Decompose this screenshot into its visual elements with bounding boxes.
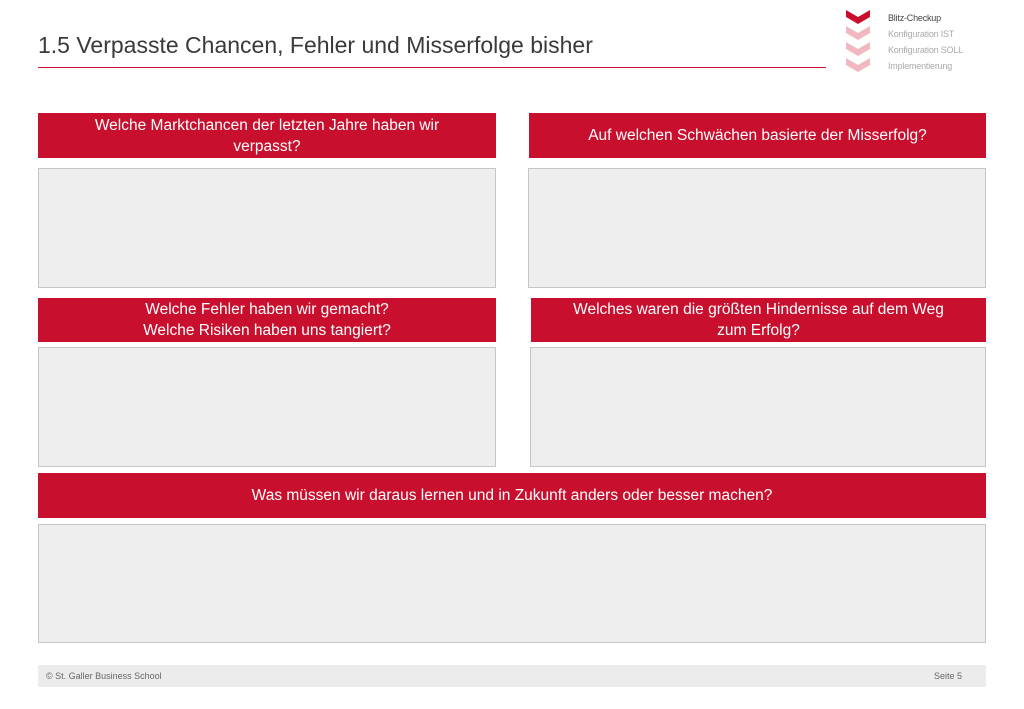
page-number: Seite 5 (933, 671, 962, 681)
question-header (531, 298, 986, 342)
question-header (38, 298, 496, 342)
nav-item-blitz-checkup[interactable]: Blitz-Checkup (888, 13, 941, 23)
progress-nav (844, 9, 1014, 77)
question-text: Welches waren die größten Hindernisse auf dem Weg zum Erfolg? (573, 301, 944, 339)
question-header (38, 473, 986, 518)
nav-item-konfiguration-soll[interactable]: Konfiguration SOLL (888, 45, 963, 55)
answer-box[interactable] (530, 347, 986, 467)
answer-box[interactable] (528, 168, 986, 288)
copyright-text: © St. Galler Business School (46, 671, 162, 681)
footer (38, 665, 986, 687)
chevron-down-icon (844, 25, 872, 41)
question-text: Auf welchen Schwächen basierte der Misserfolg? (588, 127, 927, 144)
title-underline (38, 67, 826, 68)
nav-item-konfiguration-ist[interactable]: Konfiguration IST (888, 29, 955, 39)
answer-box[interactable] (38, 524, 986, 643)
page-title: 1.5 Verpasste Chancen, Fehler und Misserfolge bisher (38, 32, 593, 58)
chevron-down-icon (844, 9, 872, 25)
question-header (38, 113, 496, 158)
nav-item-implementierung[interactable]: Implementierung (888, 61, 953, 71)
question-text: Welche Marktchancen der letzten Jahre haben wir verpasst? (94, 116, 440, 155)
question-text: Was müssen wir daraus lernen und in Zukunft anders oder besser machen? (251, 487, 773, 504)
question-header (529, 113, 986, 158)
question-text: Welche Fehler haben wir gemacht? Welche Risiken haben uns tangiert? (143, 301, 391, 339)
chevron-down-icon (844, 41, 872, 57)
answer-box[interactable] (38, 168, 496, 288)
chevron-down-icon (844, 57, 872, 73)
answer-box[interactable] (38, 347, 496, 467)
